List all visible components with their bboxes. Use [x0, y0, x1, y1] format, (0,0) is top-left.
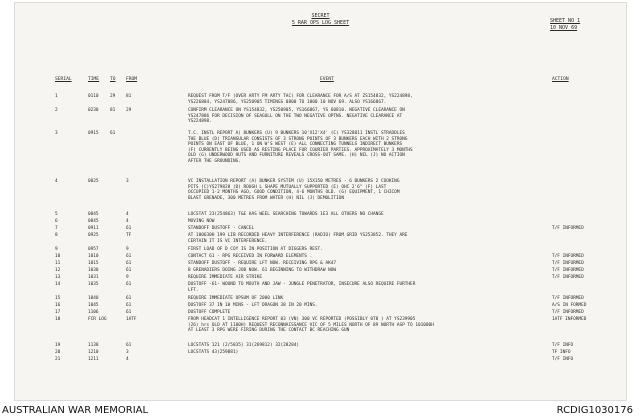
- col-action: ACTION: [552, 77, 569, 82]
- event-line: LOCSTATS 43(259881): [188, 350, 239, 355]
- row-event: [188, 131, 413, 165]
- row-from: 61: [126, 310, 132, 315]
- event-line: REQUEST FROM T/F (OVER ARTY FM ARTY TAC) FOR CLEARANCE FOR A/S AT ZS154832, YS224898,: [188, 94, 413, 99]
- event-line: CONFIRM CLEARANCE ON YS154832, YS250905, YS166867, YS 60810. NEGATIVE CLEARANCE ON: [188, 108, 405, 113]
- row-event: [188, 233, 407, 244]
- sheet-number: SHEET NO 1: [550, 18, 581, 24]
- row-event: [188, 226, 254, 232]
- row-event: [188, 94, 413, 105]
- row-serial: 5: [55, 212, 58, 217]
- row-from: 61: [126, 226, 132, 231]
- col-event: EVENT: [320, 77, 334, 82]
- event-line: YS247886 FOR DECISION OF SEAGULL ON THE TWO NEGATIVE OPTNS. NEGATIVE CLEARANCE AT: [188, 113, 403, 119]
- row-action: T/F INFORMED: [552, 254, 584, 259]
- row-time: 1035: [88, 282, 99, 287]
- row-time: 0957: [88, 247, 99, 252]
- row-event: [188, 268, 336, 274]
- row-to: 29: [110, 94, 116, 99]
- row-serial: 10: [55, 254, 61, 259]
- row-time: FCR LOG: [88, 317, 107, 322]
- row-time: 1030: [88, 268, 99, 273]
- row-action: T/F INFO: [552, 343, 574, 348]
- col-from: FROM: [126, 77, 138, 82]
- event-line: AFTER THE GROUNDING.: [188, 158, 241, 164]
- row-event: [188, 282, 415, 293]
- row-from: 61: [126, 261, 132, 266]
- event-line: B GRENADIERS DOING JOB NOW. 61 BEGINNING TO WITHDRAW NOW: [188, 268, 337, 273]
- event-line: CERTAIN IT IS VC INTERFERENCE.: [188, 238, 268, 244]
- row-time: 1210: [88, 350, 99, 355]
- row-time: 1045: [88, 303, 99, 308]
- event-line: PITS (C)YS279828 (D) ROUGH L SHAPE MUTUALLY SUPPORTED (E) OHC 2'6" (F) LAST: [188, 184, 387, 190]
- row-serial: 21: [55, 357, 61, 362]
- row-from: 9: [126, 275, 129, 280]
- event-line: DUSTOFF -61- WOUND TO MOUTH AND JAW - JUNGLE PENETRATOR, INSECURE ALSO REQUIRE FURTHER: [188, 282, 416, 287]
- col-to: TO: [110, 77, 116, 82]
- reference-id: RCDIG1030176: [556, 405, 633, 416]
- row-serial: 18: [55, 317, 61, 322]
- row-event: [188, 343, 299, 349]
- row-action: T/F INFORMED: [552, 310, 584, 315]
- event-line: OCCUPIED 1-2 MONTHS AGO, GOOD CONDITION, 4-6 MONTHS OLD. (G) EQUIPMENT, 1 CHICOM: [188, 190, 400, 196]
- row-action: T/F INFORMED: [552, 226, 584, 231]
- row-event: [188, 179, 399, 201]
- event-line: THE BLUE (D) TRIANGULAR CONSISTS OF 3 STRONG POINTS OF 3 BUNKERS EACH WITH 2 STRONG: [188, 136, 408, 142]
- row-time: 0915: [88, 131, 99, 136]
- row-event: [188, 303, 318, 309]
- row-action: T/F INFORMED: [552, 261, 584, 266]
- col-time: TIME: [88, 77, 100, 82]
- event-line: (26) hrs OLD AT 1100H) REQUEST RECONNAISSANCE VIC OF 5 MILES NORTH OF 89 NORTH ASP TO 101000H: [188, 322, 434, 328]
- row-action: T/F INFORMED: [552, 268, 584, 273]
- row-serial: 11: [55, 261, 61, 266]
- row-time: 1106: [88, 310, 99, 315]
- row-from: 61: [126, 343, 132, 348]
- row-time: 1211: [88, 357, 99, 362]
- row-serial: 6: [55, 219, 58, 224]
- row-event: [188, 296, 283, 302]
- row-event: [188, 275, 262, 281]
- row-from: 9: [126, 247, 129, 252]
- row-action: T/F INFO: [552, 357, 574, 362]
- row-time: 0925: [88, 233, 99, 238]
- row-time: 0911: [88, 226, 99, 231]
- row-event: [188, 350, 238, 356]
- row-time: 1010: [88, 254, 99, 259]
- row-serial: 2: [55, 108, 58, 113]
- source-caption: AUSTRALIAN WAR MEMORIAL: [2, 405, 149, 416]
- log-sheet: [14, 2, 627, 401]
- event-line: T.C. INSTL REPORT A) BUNKERS (U) 9 BUNKERS 10'X12'X4' (C) YS328811 INSTL STRADDLES: [188, 131, 405, 136]
- row-time: 1138: [88, 343, 99, 348]
- classification: SECRET: [311, 13, 330, 19]
- sheet-title: 5 RAR OPS LOG SHEET: [291, 20, 350, 26]
- row-event: [188, 261, 336, 267]
- event-line: STANDOFF DUSTOFF - REQUIRE LFT NOW. RECEIVING RPG & AK47: [188, 261, 337, 266]
- row-serial: 7: [55, 226, 58, 231]
- row-serial: 17: [55, 310, 61, 315]
- row-serial: 12: [55, 268, 61, 273]
- row-serial: 14: [55, 282, 61, 287]
- row-time: 1031: [88, 275, 99, 280]
- row-action: 1ATF INFORMED: [552, 317, 587, 322]
- event-line: VC INSTALLATION REPORT (A) BUNKER SYSTEM (U) 15X150 METRES - 6 BUNKERS 2 COOKING: [188, 179, 400, 184]
- row-from: 81: [126, 94, 132, 99]
- row-serial: 20: [55, 350, 61, 355]
- row-event: [188, 219, 214, 225]
- row-from: 29: [126, 108, 132, 113]
- event-line: FIRST LOAD OF D COY IS IN POSITION AT DIGGERS REST.: [188, 247, 323, 252]
- event-line: STANDOFF DUSTOFF - CANCEL: [188, 226, 255, 231]
- row-to: 81: [110, 108, 116, 113]
- row-event: [188, 108, 405, 125]
- row-serial: 9: [55, 247, 58, 252]
- row-from: 1ATF: [126, 317, 137, 322]
- row-from: 4: [126, 212, 129, 217]
- event-line: LFT.: [188, 287, 199, 293]
- event-line: DUSTOFF 37 IN 10 MINS - LFT DRAGON 38 IN 20 MINS.: [188, 303, 318, 308]
- row-serial: 3: [55, 131, 58, 136]
- row-from: 61: [126, 254, 132, 259]
- row-serial: 15: [55, 296, 61, 301]
- row-action: TF INFO: [552, 350, 571, 355]
- row-serial: 4: [55, 179, 58, 184]
- row-event: [188, 310, 230, 316]
- row-event: [188, 247, 323, 253]
- event-line: YS224898.: [188, 119, 212, 125]
- event-line: FROM HEADCAT 1 INTELLIGENCE REPORT 03 (VN) 300 VC REPORTED (POSSIBLY 0T8 ) AT YS239905: [188, 317, 416, 322]
- col-serial: SERIAL: [55, 77, 72, 82]
- row-time: 0110: [88, 94, 99, 99]
- event-line: REQUIRE IMMEDIATE AIR STRIKE: [188, 275, 263, 280]
- row-from: 61: [126, 268, 132, 273]
- row-from: 4: [126, 219, 129, 224]
- row-from: 61: [126, 296, 132, 301]
- row-from: 61: [126, 303, 132, 308]
- row-from: 3: [126, 350, 129, 355]
- event-line: LOCSTAT 23(254863) T&E HAS WEEL SEARCHING TOWARDS 1E3 ALL OTHERS NO CHANGE: [188, 212, 384, 217]
- row-time: 1040: [88, 296, 99, 301]
- event-line: AT 100630H 199 LIB RECORDED HEAVY INTERFERENCE (RADIO) FROM GRID YS253852. THEY ARE: [188, 233, 408, 238]
- row-serial: 1: [55, 94, 58, 99]
- event-line: POINTS ON EAST OF BLUE, 1 ON W'S WEST (E) ALL CONNECTING TUNNELS INDIRECT BUNKERS: [188, 142, 403, 148]
- row-time: 0825: [88, 179, 99, 184]
- row-from: 3: [126, 179, 129, 184]
- event-line: DUSTOFF COMPLETE: [188, 310, 231, 315]
- row-action: T/F INFORMED: [552, 296, 584, 301]
- row-serial: 16: [55, 303, 61, 308]
- event-line: CONTACT 61 - RPG RECEIVED IN FORWARD ELEMENTS .: [188, 254, 313, 259]
- row-time: 0845: [88, 219, 99, 224]
- row-from: TF: [126, 233, 132, 238]
- row-event: [188, 254, 312, 260]
- row-serial: 8: [55, 233, 58, 238]
- event-line: BLAST GRENADE, 300 METRES FROM WATER (H) NIL (J) DEMOLITION: [188, 195, 344, 201]
- row-from: 61: [126, 282, 132, 287]
- event-line: YS226884, YS247886, YS250905 TIMINGS 0800 TO 1800 10 NOV 69. ALSO YS166867.: [188, 99, 387, 105]
- event-line: LOCSTATS 121 (2/5835) 31(269812) 32(28284): [188, 343, 300, 348]
- row-action: T/F INFORMED: [552, 275, 584, 280]
- row-to: 61: [110, 131, 116, 136]
- event-line: OLD (G) UNDERWOOD HUTS AND FURNITURE REVEALS CROSS-OUT SAME. (H) NIL (J) NO ACTION: [188, 153, 405, 159]
- row-action: A/S IN FORMED: [552, 303, 587, 308]
- row-event: [188, 317, 434, 334]
- event-line: AT LEAST 3 RPG WERE FIRING DURING THE CONTACT BC REACHING GUN: [188, 328, 350, 334]
- sheet-date: 10 NOV 69: [550, 25, 578, 31]
- row-event: [188, 212, 384, 218]
- event-line: (F) CURRENTLY BEING USED AS RESTING PLACE FOR COURIER PARTIES. APPROXIMATELY 3 MONTHS: [188, 147, 413, 153]
- row-serial: 19: [55, 343, 61, 348]
- row-time: 0845: [88, 212, 99, 217]
- event-line: REQUIRE IMMEDIATE OPSUM OF 2000 LINK: [188, 296, 284, 301]
- row-time: 1015: [88, 261, 99, 266]
- row-time: 0230: [88, 108, 99, 113]
- row-from: 4: [126, 357, 129, 362]
- row-serial: 13: [55, 275, 61, 280]
- event-line: MOVING NOW: [188, 219, 215, 224]
